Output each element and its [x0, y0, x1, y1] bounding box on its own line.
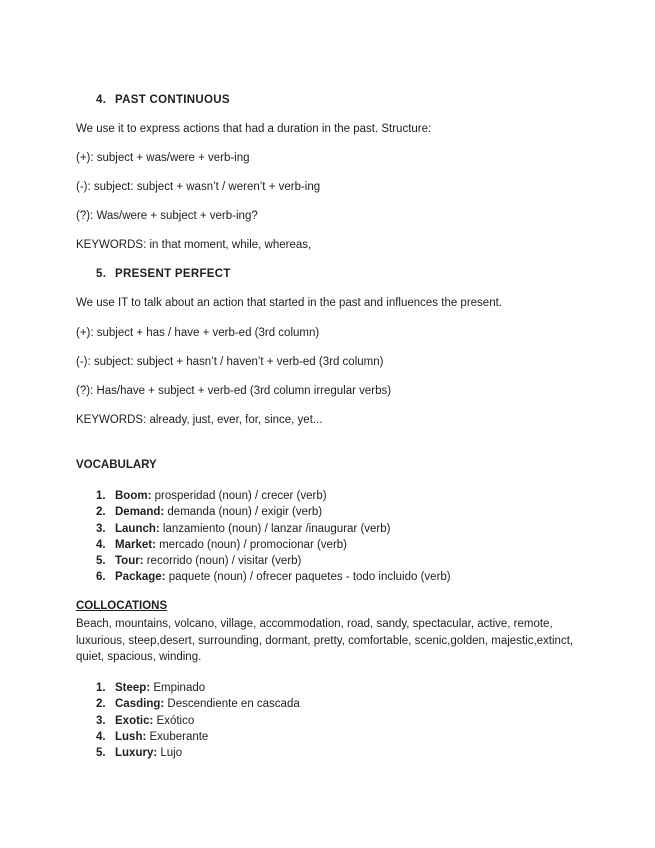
section-title: PRESENT PERFECT [115, 268, 231, 280]
list-item [96, 521, 451, 537]
item-number: 1. [96, 490, 106, 502]
item-definition: Empinado [150, 682, 206, 694]
item-term: Exotic: [115, 714, 154, 727]
item-term: Lush: [115, 730, 147, 743]
list-item [96, 569, 451, 585]
list-item [96, 537, 451, 553]
item-term: Steep: [115, 682, 151, 694]
collocations-paragraph: Beach, mountains, volcano, village, accommodation, road, sandy, spectacular, active, remote, luxurious, steep,desert, surrounding, dormant, pretty, comfortable, scenic,golden, majestic,extinct, quiet, spacious, winding. [76, 618, 574, 663]
list-item [96, 729, 300, 745]
item-number: 6. [96, 571, 106, 584]
structure-positive: (+): subject + has / have + verb-ed (3rd column) [76, 327, 320, 339]
item-term: Tour: [115, 555, 144, 568]
item-definition: mercado (noun) / promocionar (verb) [155, 538, 348, 551]
collocations-title: COLLOCATIONS [76, 600, 168, 612]
list-item [96, 504, 451, 520]
paragraph-intro: We use IT to talk about an action that started in the past and influences the present. [76, 297, 502, 309]
structure-question: (?): Has/have + subject + verb-ed (3rd column irregular verbs) [76, 385, 392, 397]
list-item [96, 696, 300, 712]
item-definition: Lujo [157, 747, 183, 760]
list-item [96, 745, 300, 761]
item-term: Market: [115, 538, 156, 551]
keywords-line: KEYWORDS: in that moment, while, whereas, [76, 239, 312, 251]
item-term: Package: [115, 571, 166, 584]
item-term: Launch: [115, 522, 160, 535]
section-number: 4. [96, 94, 107, 106]
item-definition: paquete (noun) / ofrecer paquetes - todo incluido (verb) [165, 571, 451, 584]
item-number: 3. [96, 522, 106, 535]
item-definition: Exótico [153, 714, 195, 727]
item-term: Casding: [115, 698, 165, 711]
structure-negative: (-): subject: subject + wasn’t / weren’t + verb-ing [76, 181, 321, 193]
item-definition: lanzamiento (noun) / lanzar /inaugurar (verb) [159, 522, 391, 535]
vocabulary-list [96, 488, 451, 586]
list-item [96, 680, 300, 696]
list-item [96, 553, 451, 569]
item-number: 1. [96, 682, 106, 694]
list-item [96, 488, 451, 504]
list-item [96, 713, 300, 729]
section-heading-present-perfect [96, 268, 231, 280]
item-definition: Exuberante [146, 730, 209, 743]
section-title: PAST CONTINUOUS [115, 94, 230, 106]
item-number: 5. [96, 555, 106, 568]
item-number: 5. [96, 747, 106, 760]
item-definition: recorrido (noun) / visitar (verb) [143, 555, 302, 568]
section-number: 5. [96, 268, 107, 280]
item-number: 2. [96, 506, 106, 519]
item-number: 4. [96, 538, 106, 551]
item-definition: demanda (noun) / exigir (verb) [164, 506, 323, 519]
item-definition: Descendiente en cascada [164, 698, 300, 711]
structure-question: (?): Was/were + subject + verb-ing? [76, 210, 258, 222]
keywords-line: KEYWORDS: already, just, ever, for, since, yet... [76, 414, 323, 426]
section-heading-past-continuous [96, 94, 230, 106]
item-number: 2. [96, 698, 106, 711]
item-number: 3. [96, 714, 106, 727]
item-term: Boom: [115, 490, 152, 502]
structure-positive: (+): subject + was/were + verb-ing [76, 152, 250, 164]
collocations-list [96, 680, 300, 761]
item-term: Luxury: [115, 747, 158, 760]
structure-negative: (-): subject: subject + hasn’t / haven’t + verb-ed (3rd column) [76, 356, 384, 368]
paragraph-intro: We use it to express actions that had a duration in the past. Structure: [76, 123, 432, 135]
item-number: 4. [96, 730, 106, 743]
item-term: Demand: [115, 506, 165, 519]
vocabulary-title: VOCABULARY [76, 459, 157, 471]
item-definition: prosperidad (noun) / crecer (verb) [151, 490, 327, 502]
